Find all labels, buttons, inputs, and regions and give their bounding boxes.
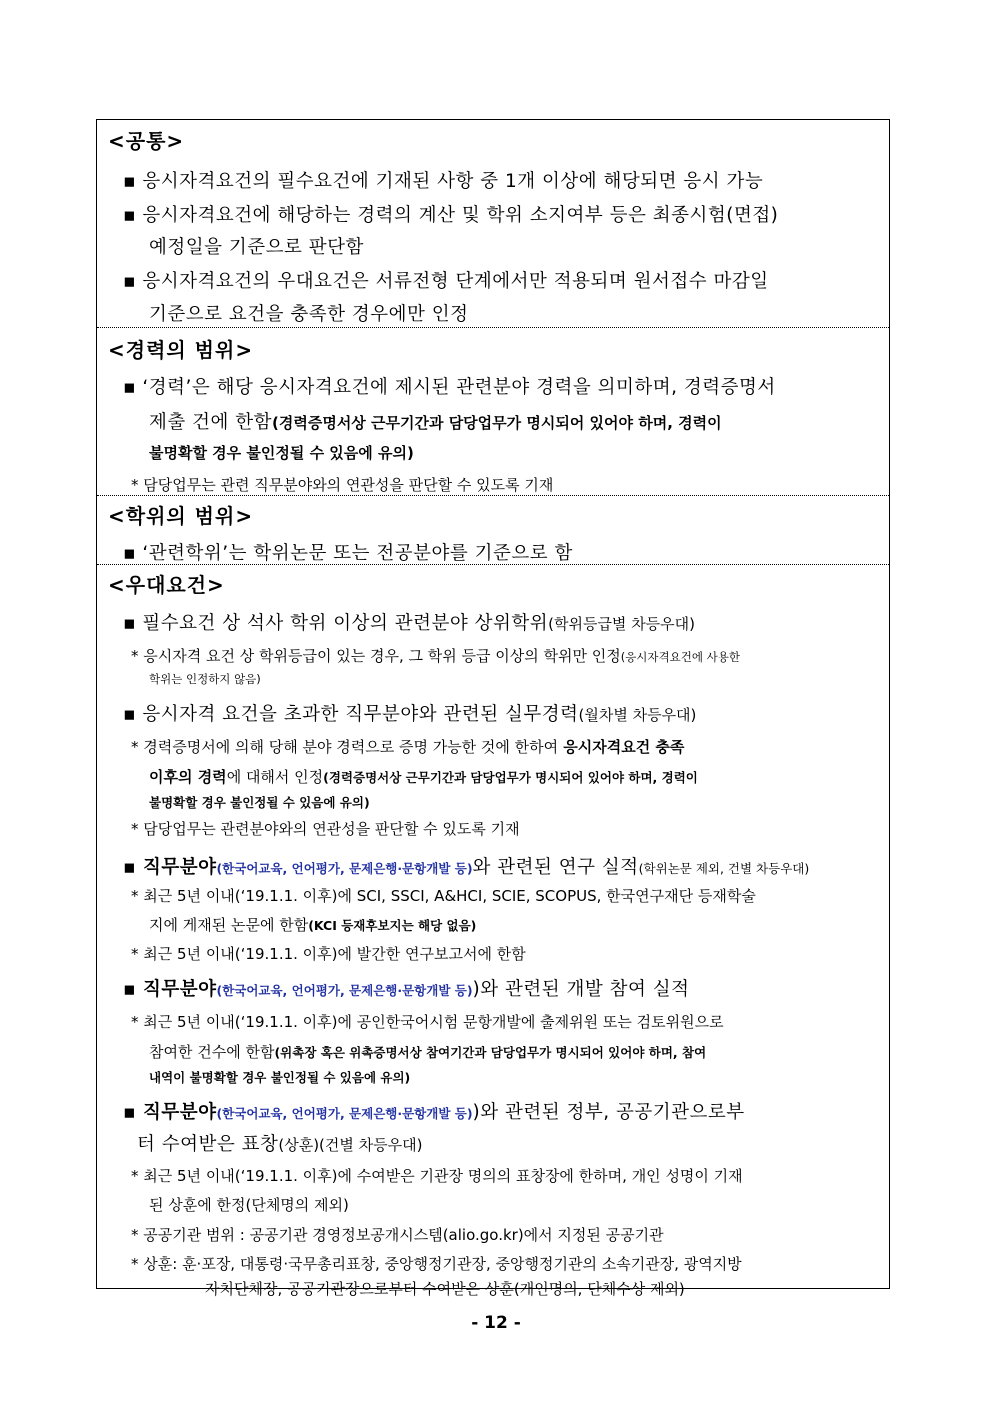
note: * 최근 5년 이내(‘19.1.1. 이후)에 SCI, SSCI, A&HCI, SCIE, SCOPUS, 한국연구재단 등재학술: [131, 887, 756, 905]
note: * 상훈: 훈·포장, 대통령·국무총리표창, 중앙행정기관장, 중앙행정기관의 소속기관장, 광역지방: [131, 1255, 742, 1273]
note: * 최근 5년 이내(‘19.1.1. 이후)에 수여받은 기관장 명의의 표창장에 한하며, 개인 성명이 기재: [131, 1167, 743, 1185]
note: * 공공기관 범위 : 공공기관 경영정보공개시스템(alio.go.kr)에서 지정된 공공기관: [131, 1226, 664, 1244]
note-cont: 학위는 인정하지 않음): [149, 672, 261, 686]
note: [131, 645, 740, 666]
text-run: 에 대해서 인정: [226, 768, 324, 786]
section-career: [97, 327, 889, 495]
text-run: (KCI 등재후보지는 해당 없음): [308, 918, 477, 933]
note: * 담당업무는 관련 직무분야와의 연관성을 판단할 수 있도록 기재: [131, 476, 554, 494]
text-run: 터 수여받은 표창: [137, 1134, 279, 1155]
section-preference: [97, 564, 889, 1298]
list-item: ▪ ‘관련학위’는 학위논문 또는 전공분야를 기준으로 함: [123, 543, 573, 564]
note: * 최근 5년 이내(‘19.1.1. 이후)에 발간한 연구보고서에 한함: [131, 945, 526, 963]
note-cont: 불명확할 경우 불인정될 수 있음에 유의): [149, 795, 370, 810]
text-run: ▪ 직무분야: [123, 979, 217, 1000]
list-item: [123, 700, 696, 726]
list-item: [123, 609, 695, 635]
note-cont: [149, 766, 698, 787]
list-item-cont: [149, 408, 722, 434]
text-run: ▪ 필수요건 상 석사 학위 이상의 관련분야 상위학위: [123, 613, 549, 634]
text-run: 참여한 건수에 한함: [149, 1043, 275, 1061]
text-run: (학위논문 제외, 건별 차등우대): [638, 861, 810, 876]
text-run: (경력증명서상 근무기간과 담당업무가 명시되어 있어야 하며, 경력이: [272, 414, 722, 432]
page-number: - 12 -: [471, 1313, 521, 1333]
text-run: (경력증명서상 근무기간과 담당업무가 명시되어 있어야 하며, 경력이: [323, 770, 698, 785]
list-item-cont: 기준으로 요건을 충족한 경우에만 인정: [149, 304, 469, 325]
text-run: 응시자격요건 충족: [563, 738, 685, 756]
text-run: (상훈)(건별 차등우대): [278, 1136, 423, 1154]
text-run: (위촉장 혹은 위촉증명서상 참여기간과 담당업무가 명시되어 있어야 하며, 참여: [274, 1045, 707, 1060]
text-run: ▪ 응시자격 요건을 초과한 직무분야와 관련된 실무경력: [123, 704, 579, 725]
list-item: [123, 853, 809, 879]
content-box: [96, 119, 890, 1298]
text-run: * 응시자격 요건 상 학위등급이 있는 경우, 그 학위 등급 이상의 학위만 인정: [131, 647, 621, 665]
note-cont: 내역이 불명확할 경우 불인정될 수 있음에 유의): [149, 1070, 411, 1085]
note-cont: [149, 1041, 706, 1062]
note-cont: [149, 914, 476, 935]
list-item-cont: 불명확할 경우 불인정될 수 있음에 유의): [149, 444, 414, 462]
section-heading: <학위의 범위>: [108, 504, 254, 528]
list-item: ▪ 응시자격요건의 필수요건에 기재된 사항 중 1개 이상에 해당되면 응시 가능: [123, 171, 764, 192]
text-run: (월차별 차등우대): [578, 706, 697, 724]
text-run: (학위등급별 차등우대): [548, 615, 696, 633]
note-cont: 된 상훈에 한정(단체명의 제외): [149, 1196, 349, 1214]
text-run: 지에 게재된 논문에 한함: [149, 916, 309, 934]
list-item: ▪ 응시자격요건의 우대요건은 서류전형 단계에서만 적용되며 원서접수 마감일: [123, 271, 769, 292]
note: * 최근 5년 이내(‘19.1.1. 이후)에 공인한국어시험 문항개발에 출제위원 또는 검토위원으로: [131, 1013, 724, 1031]
list-item: [123, 1098, 745, 1124]
text-run: 제출 건에 한함: [149, 412, 272, 433]
section-heading: <우대요건>: [108, 573, 225, 597]
list-item: ▪ 응시자격요건에 해당하는 경력의 계산 및 학위 소지여부 등은 최종시험(면접): [123, 205, 779, 226]
text-run: 와 관련된 연구 실적: [472, 857, 639, 878]
note: * 담당업무는 관련분야와의 연관성을 판단할 수 있도록 기재: [131, 820, 520, 838]
text-run: (한국어교육, 언어평가, 문제은행·문항개발 등): [216, 983, 473, 998]
section-heading: <공통>: [108, 129, 185, 153]
list-item-cont: [137, 1130, 422, 1156]
list-item: [123, 975, 690, 1001]
text-run: * 경력증명서에 의해 당해 분야 경력으로 증명 가능한 것에 한하여: [131, 738, 559, 756]
section-common: [97, 120, 889, 327]
text-run: )와 관련된 개발 참여 실적: [472, 979, 690, 1000]
text-run: )와 관련된 정부, 공공기관으로부: [472, 1102, 745, 1123]
text-run: ▪ 직무분야: [123, 857, 217, 878]
text-run: ▪ 직무분야: [123, 1102, 217, 1123]
text-run: (한국어교육, 언어평가, 문제은행·문항개발 등): [216, 1106, 473, 1121]
note-cont: 자치단체장, 공공기관장으로부터 수여받은 상훈(개인명의, 단체수상 제외): [205, 1280, 685, 1298]
section-degree: [97, 495, 889, 564]
note: [131, 736, 684, 757]
section-heading: <경력의 범위>: [108, 338, 254, 362]
list-item: ▪ ‘경력’은 해당 응시자격요건에 제시된 관련분야 경력을 의미하며, 경력증명서: [123, 377, 776, 398]
text-run: 이후의 경력: [149, 768, 227, 786]
text-run: (한국어교육, 언어평가, 문제은행·문항개발 등): [216, 861, 473, 876]
text-run: (응시자격요건에 사용한: [620, 650, 740, 664]
list-item-cont: 예정일을 기준으로 판단함: [149, 237, 364, 258]
